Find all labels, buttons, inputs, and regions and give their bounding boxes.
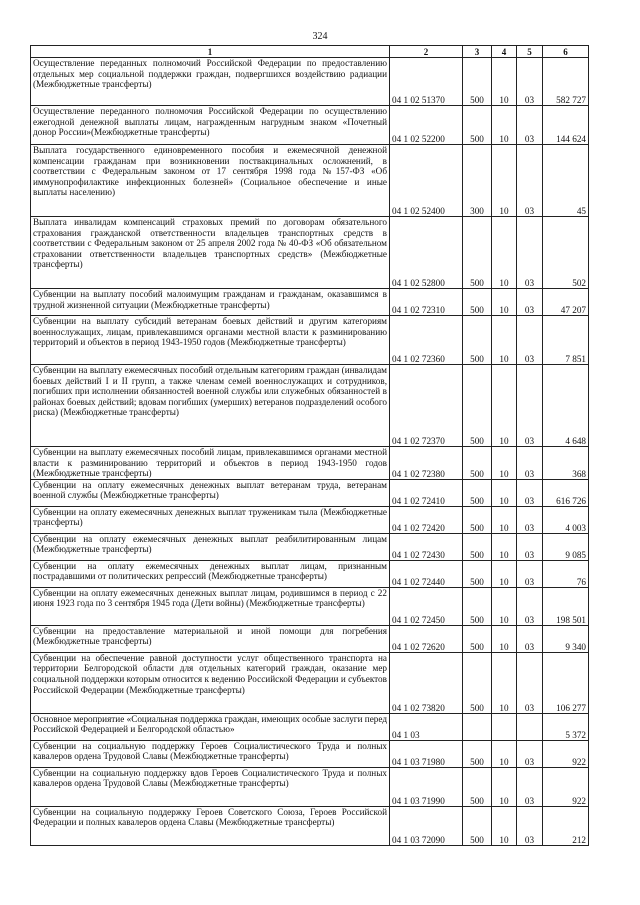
row-expense-type: 300 [463, 145, 492, 217]
row-amount: 198 501 [543, 587, 589, 625]
row-name: Выплата инвалидам компенсаций страховых премий по договорам обязательного страхования гражданской ответственности владельцев транспортных средств в соответствии с Федеральным законом от 25 апреля 2002 года № 40-ФЗ «Об обязательном страховании ответственности владельцев транспортных средств» (Межбюджетные трансферты) [31, 217, 390, 289]
row-subsection: 03 [517, 58, 543, 106]
row-amount: 47 207 [543, 289, 589, 316]
table-row [31, 652, 589, 713]
row-name: Субвенции на выплату пособий малоимущим гражданам и гражданам, оказавшимся в трудной жизненной ситуации (Межбюджетные трансферты) [31, 289, 390, 316]
row-name: Осуществление переданных полномочий Российской Федерации по предоставлению отдельных мер социальной поддержки граждан, подвергшихся воздействию радиации (Межбюджетные трансферты) [31, 58, 390, 106]
row-code: 04 1 03 [390, 713, 463, 740]
table-row [31, 560, 589, 587]
row-code: 04 1 02 72370 [390, 365, 463, 447]
row-code: 04 1 02 52800 [390, 217, 463, 289]
table-row [31, 316, 589, 365]
row-subsection: 03 [517, 506, 543, 533]
row-code: 04 1 03 72090 [390, 806, 463, 845]
row-name: Субвенции на социальную поддержку вдов Героев Социалистического Труда и полных кавалеров ордена Трудовой Славы (Межбюджетные трансферты) [31, 767, 390, 806]
row-code: 04 1 03 71980 [390, 740, 463, 767]
row-amount: 922 [543, 740, 589, 767]
row-section: 10 [492, 145, 517, 217]
row-name: Субвенции на социальную поддержку Героев Социалистического Труда и полных кавалеров ордена Трудовой Славы (Межбюджетные трансферты) [31, 740, 390, 767]
row-expense-type: 500 [463, 767, 492, 806]
row-subsection: 03 [517, 767, 543, 806]
row-section: 10 [492, 106, 517, 145]
column-header-subsection: 5 [517, 46, 543, 58]
row-code: 04 1 02 72620 [390, 625, 463, 652]
row-subsection [517, 713, 543, 740]
row-amount: 4 003 [543, 506, 589, 533]
table-row [31, 289, 589, 316]
row-amount: 45 [543, 145, 589, 217]
row-expense-type: 500 [463, 625, 492, 652]
row-section [492, 713, 517, 740]
row-subsection: 03 [517, 625, 543, 652]
row-name: Выплата государственного единовременного пособия и ежемесячной денежной компенсации гражданам при возникновении поствакцинальных осложнений, в соответствии с Федеральным законом от 17 сентября 1998 года №157-ФЗ «Об иммунопрофилактике инфекционных болезней» (Социальное обеспечение и иные выплаты населению) [31, 145, 390, 217]
row-amount: 368 [543, 447, 589, 480]
table-row [31, 479, 589, 506]
row-section: 10 [492, 625, 517, 652]
row-expense-type: 500 [463, 506, 492, 533]
table-row [31, 58, 589, 106]
row-expense-type: 500 [463, 58, 492, 106]
row-code: 04 1 02 52400 [390, 145, 463, 217]
row-code: 04 1 02 72360 [390, 316, 463, 365]
column-header-name: 1 [31, 46, 390, 58]
row-section: 10 [492, 767, 517, 806]
row-code: 04 1 02 72310 [390, 289, 463, 316]
budget-table [30, 45, 589, 846]
column-header-type: 3 [463, 46, 492, 58]
column-header-section: 4 [492, 46, 517, 58]
row-expense-type: 500 [463, 106, 492, 145]
row-section: 10 [492, 365, 517, 447]
table-row [31, 106, 589, 145]
row-subsection: 03 [517, 217, 543, 289]
row-amount: 7 851 [543, 316, 589, 365]
row-expense-type: 500 [463, 740, 492, 767]
row-section: 10 [492, 560, 517, 587]
row-expense-type: 500 [463, 587, 492, 625]
row-section: 10 [492, 740, 517, 767]
row-amount: 582 727 [543, 58, 589, 106]
row-section: 10 [492, 479, 517, 506]
row-amount: 5 372 [543, 713, 589, 740]
row-subsection: 03 [517, 740, 543, 767]
row-amount: 9 085 [543, 533, 589, 560]
row-subsection: 03 [517, 652, 543, 713]
row-code: 04 1 03 71990 [390, 767, 463, 806]
row-code: 04 1 02 72410 [390, 479, 463, 506]
header-row [31, 46, 589, 58]
row-name: Субвенции на оплату ежемесячных денежных выплат реабилитированным лицам (Межбюджетные трансферты) [31, 533, 390, 560]
table-row [31, 740, 589, 767]
row-expense-type: 500 [463, 316, 492, 365]
table-row [31, 447, 589, 480]
table-row [31, 365, 589, 447]
row-section: 10 [492, 289, 517, 316]
row-expense-type: 500 [463, 447, 492, 480]
row-name: Основное мероприятие «Социальная поддержка граждан, имеющих особые заслуги перед Российской Федерацией и Белгородской областью» [31, 713, 390, 740]
row-code: 04 1 02 72440 [390, 560, 463, 587]
row-subsection: 03 [517, 289, 543, 316]
row-section: 10 [492, 447, 517, 480]
row-section: 10 [492, 806, 517, 845]
row-expense-type: 500 [463, 560, 492, 587]
row-section: 10 [492, 533, 517, 560]
row-subsection: 03 [517, 479, 543, 506]
table-row [31, 625, 589, 652]
row-section: 10 [492, 506, 517, 533]
row-section: 10 [492, 587, 517, 625]
table-row [31, 806, 589, 845]
row-expense-type: 500 [463, 479, 492, 506]
row-amount: 9 340 [543, 625, 589, 652]
row-amount: 616 726 [543, 479, 589, 506]
row-amount: 212 [543, 806, 589, 845]
row-amount: 502 [543, 217, 589, 289]
row-code: 04 1 02 73820 [390, 652, 463, 713]
row-subsection: 03 [517, 365, 543, 447]
row-subsection: 03 [517, 806, 543, 845]
row-expense-type: 500 [463, 652, 492, 713]
row-subsection: 03 [517, 106, 543, 145]
row-subsection: 03 [517, 447, 543, 480]
row-expense-type: 500 [463, 806, 492, 845]
row-code: 04 1 02 72430 [390, 533, 463, 560]
row-amount: 144 624 [543, 106, 589, 145]
row-amount: 76 [543, 560, 589, 587]
row-section: 10 [492, 58, 517, 106]
column-header-amount: 6 [543, 46, 589, 58]
row-section: 10 [492, 316, 517, 365]
row-amount: 922 [543, 767, 589, 806]
row-amount: 106 277 [543, 652, 589, 713]
column-header-code: 2 [390, 46, 463, 58]
row-code: 04 1 02 72380 [390, 447, 463, 480]
row-subsection: 03 [517, 316, 543, 365]
row-subsection: 03 [517, 145, 543, 217]
row-section: 10 [492, 217, 517, 289]
table-row [31, 587, 589, 625]
row-code: 04 1 02 72420 [390, 506, 463, 533]
row-name: Осуществление переданного полномочия Российской Федерации по осуществлению ежегодной денежной выплаты лицам, награжденным нагрудным знаком «Почетный донор России»(Межбюджетные трансферты) [31, 106, 390, 145]
row-code: 04 1 02 72450 [390, 587, 463, 625]
row-code: 04 1 02 51370 [390, 58, 463, 106]
row-name: Субвенции на оплату ежемесячных денежных выплат лицам, признанным пострадавшими от политических репрессий (Межбюджетные трансферты) [31, 560, 390, 587]
row-name: Субвенции на предоставление материальной и иной помощи для погребения (Межбюджетные трансферты) [31, 625, 390, 652]
row-name: Субвенции на оплату ежемесячных денежных выплат лицам, родившимся в период с 22 июня 1923 года по 3 сентября 1945 года (Дети войны) (Межбюджетные трансферты) [31, 587, 390, 625]
row-expense-type: 500 [463, 217, 492, 289]
row-name: Субвенции на оплату ежемесячных денежных выплат труженикам тыла (Межбюджетные трансферты) [31, 506, 390, 533]
row-name: Субвенции на оплату ежемесячных денежных выплат ветеранам труда, ветеранам военной службы (Межбюджетные трансферты) [31, 479, 390, 506]
table-row [31, 713, 589, 740]
row-expense-type: 500 [463, 365, 492, 447]
row-expense-type: 500 [463, 533, 492, 560]
row-expense-type [463, 713, 492, 740]
row-name: Субвенции на выплату ежемесячных пособий лицам, привлекавшимся органами местной власти к разминированию территорий и объектов в период 1943-1950 годов (Межбюджетные трансферты) [31, 447, 390, 480]
table-row [31, 533, 589, 560]
row-name: Субвенции на выплату ежемесячных пособий отдельным категориям граждан (инвалидам боевых действий I и II групп, а также членам семей военнослужащих и сотрудников, погибших при исполнении обязанностей военной службы или служебных обязанностей в районах боевых действий; вдовам погибших (умерших) ветеранов подразделений особого риска) (Межбюджетные трансферты) [31, 365, 390, 447]
row-name: Субвенции на социальную поддержку Героев Советского Союза, Героев Российской Федерации и полных кавалеров ордена Славы (Межбюджетные трансферты) [31, 806, 390, 845]
row-name: Субвенции на выплату субсидий ветеранам боевых действий и другим категориям военнослужащих, лицам, привлекавшимся органами местной власти к разминированию территорий и объектов в период 1943-1950 годов (Межбюджетные трансферты) [31, 316, 390, 365]
table-row [31, 145, 589, 217]
table-row [31, 506, 589, 533]
row-expense-type: 500 [463, 289, 492, 316]
row-name: Субвенции на обеспечение равной доступности услуг общественного транспорта на территории Белгородской области для отдельных категорий граждан, оказание мер социальной поддержки которым относится к ведению Российской Федерации и субъектов Российской Федерации (Межбюджетные трансферты) [31, 652, 390, 713]
table-row [31, 217, 589, 289]
table-row [31, 767, 589, 806]
row-subsection: 03 [517, 560, 543, 587]
row-section: 10 [492, 652, 517, 713]
row-amount: 4 648 [543, 365, 589, 447]
row-code: 04 1 02 52200 [390, 106, 463, 145]
row-subsection: 03 [517, 587, 543, 625]
row-subsection: 03 [517, 533, 543, 560]
page-number: 324 [312, 31, 328, 42]
